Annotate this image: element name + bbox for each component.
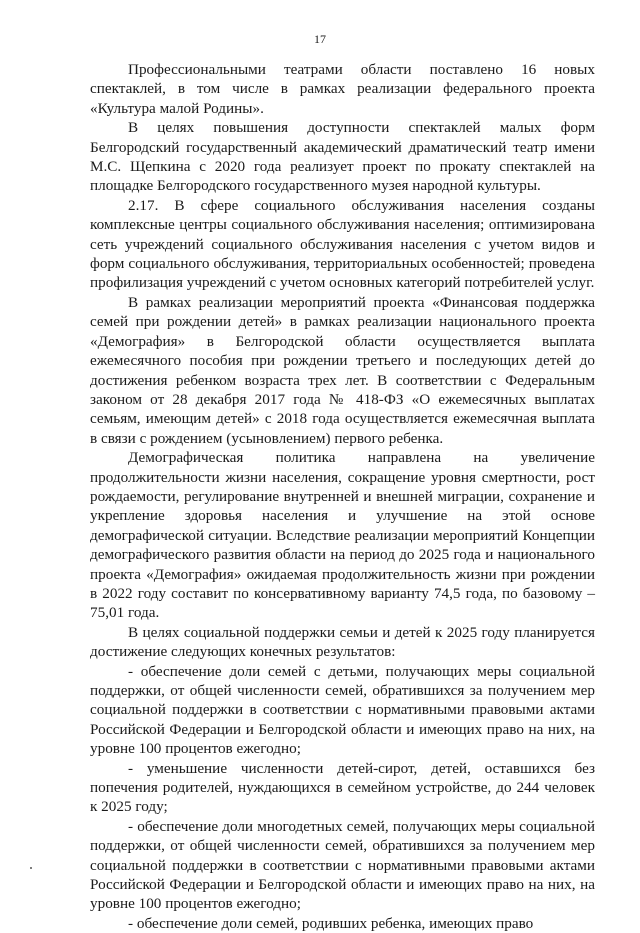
paragraph-demographic-policy: Демографическая политика направлена на увеличение продолжительности жизни населения, сокращение уровня смертности, рост рождаемости, регулирование внутренней и внешней миграции, сохранение и укрепление здоровья населения и улучшение на этой основе демографической ситуации. Вследствие реализации мероприятий Концепции демографического развития области на период до 2025 года и национального проекта «Демография» ожидаемая продолжительность жизни при рождении в 2022 году составит по консервативному варианту 74,5 года, по базовому – 75,01 года.: [90, 449, 595, 622]
scan-speck: [30, 867, 32, 869]
paragraph-targets-intro: В целях социальной поддержки семьи и детей к 2025 году планируется достижение следующих конечных результатов:: [90, 623, 595, 661]
paragraph-social-services: 2.17. В сфере социального обслуживания населения созданы комплексные центры социального обслуживания населения; оптимизирована сеть учреждений социального обслуживания населения с учетом видов и форм социального обслуживания, территориальных особенностей; проведена профилизация учреждений с учетом основных категорий потребителей услуг.: [90, 196, 595, 292]
list-item: - обеспечение доли семей с детьми, получающих меры социальной поддержки, от общей численности семей, обратившихся за получением мер социальной поддержки в соответствии с нормативными правовыми актами Российской Федерации и Белгородской области и имеющих право на них, на уровне 100 процентов ежегодно;: [90, 662, 595, 758]
page-number: 17: [314, 32, 326, 46]
list-item: - обеспечение доли семей, родивших ребенка, имеющих право: [128, 914, 534, 932]
list-item: - обеспечение доли многодетных семей, получающих меры социальной поддержки, от общей численности семей, обратившихся за получением мер социальной поддержки в соответствии с нормативными правовыми актами Российской Федерации и Белгородской области и имеющих право на них, на уровне 100 процентов ежегодно;: [90, 817, 595, 913]
paragraph-accessibility: В целях повышения доступности спектаклей малых форм Белгородский государственный академический драматический театр имени М.С. Щепкина с 2020 года реализует проект по прокату спектаклей на площадке Белгородского государственного музея народной культуры.: [90, 119, 595, 195]
document-body: [90, 60, 595, 933]
list-item: - уменьшение численности детей-сирот, детей, оставшихся без попечения родителей, нуждающихся в семейном устройстве, до 244 человек к 2025 году;: [90, 759, 595, 816]
paragraph-theatres: Профессиональными театрами области поставлено 16 новых спектаклей, в том числе в рамках реализации федерального проекта «Культура малой Родины».: [90, 61, 595, 117]
paragraph-family-support: В рамках реализации мероприятий проекта «Финансовая поддержка семей при рождении детей» в рамках реализации национального проекта «Демография» в Белгородской области осуществляется выплата ежемесячного пособия при рождении третьего и последующих детей до достижения ребенком возраста трех лет. В соответствии с Федеральным законом от 28 декабря 2017 года № 418-ФЗ «О ежемесячных выплатах семьям, имеющим детей» с 2018 года осуществляется ежемесячная выплата в связи с рождением (усыновлением) первого ребенка.: [90, 293, 595, 447]
